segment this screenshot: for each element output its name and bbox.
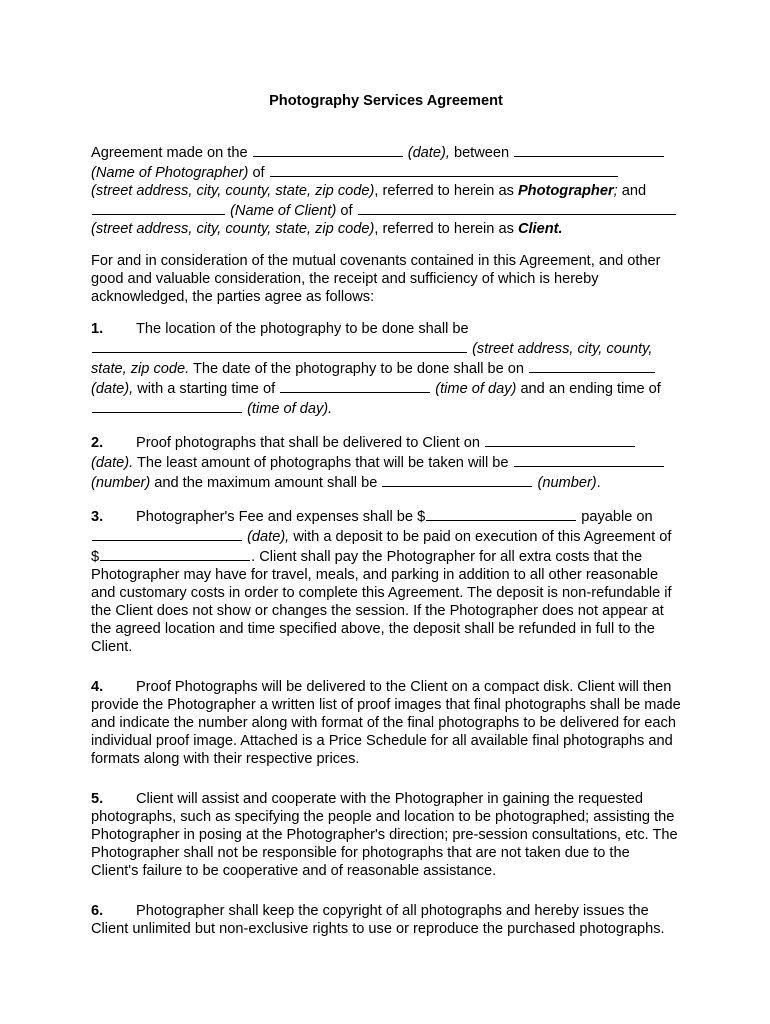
section-number: 1. — [91, 321, 104, 337]
section-number: 4. — [91, 679, 104, 695]
time-hint: (time of day). — [247, 401, 333, 417]
client-name-hint: (Name of Client) — [230, 203, 337, 219]
intro-text: of — [252, 165, 265, 181]
photographer-address-blank[interactable] — [270, 162, 618, 177]
section-text: payable on — [581, 509, 653, 525]
photographer-name-blank[interactable] — [514, 142, 664, 157]
session-date-blank[interactable] — [529, 358, 655, 373]
section-text: Proof Photographs will be delivered to the Client on a compact disk. Client will then provide the Photographer a written list of proof images that final photographs shall be made and indicate the number along with format of the final photographs to be delivered for each individual proof image. Attached is a Price Schedule for all available final photographs and formats along with their respective prices. — [91, 679, 681, 767]
consideration-paragraph: For and in consideration of the mutual covenants contained in this Agreement, and other good and valuable consideration, the receipt and sufficiency of which is hereby acknowledged, the parties agree as follows: — [91, 253, 661, 305]
section-4 — [91, 678, 681, 768]
intro-text: , referred to herein as — [374, 183, 514, 199]
intro-text: between — [453, 145, 510, 161]
section-text: . — [596, 475, 601, 491]
intro-text: ; — [613, 183, 618, 199]
section-1 — [91, 320, 681, 418]
intro-text: and — [621, 183, 647, 199]
section-text: Photographer's Fee and expenses shall be $ — [136, 509, 426, 525]
section-number: 6. — [91, 903, 104, 919]
section-text: The location of the photography to be done shall be — [136, 321, 469, 337]
start-time-blank[interactable] — [280, 378, 430, 393]
date-hint: (date), — [91, 381, 134, 397]
client-name-blank[interactable] — [92, 200, 225, 215]
section-text: . Client shall pay the Photographer for all extra costs that the Photographer may have for travel, meals, and parking in addition to all other reasonable and customary costs in order to complete this Agreement. The deposit is non-refundable if the Client does not show or changes the session. If the Photographer does not appear at the agreed location and time specified above, the deposit shall be refunded in full to the Client. — [91, 549, 672, 655]
section-number: 2. — [91, 435, 104, 451]
date-hint: (date). — [91, 455, 134, 471]
section-5 — [91, 790, 681, 880]
date-blank[interactable] — [253, 142, 403, 157]
section-text: The least amount of photographs that will be taken will be — [136, 455, 509, 471]
section-text: with a starting time of — [137, 381, 276, 397]
fee-blank[interactable] — [426, 506, 576, 521]
location-blank[interactable] — [92, 338, 467, 353]
client-address-hint: (street address, city, county, state, zip code) — [91, 221, 375, 237]
section-number: 3. — [91, 509, 104, 525]
photographer-address-hint: (street address, city, county, state, zip code) — [91, 183, 375, 199]
section-text: The date of the photography to be done shall be on — [192, 361, 525, 377]
payment-date-blank[interactable] — [92, 526, 242, 541]
section-text: Photographer shall keep the copyright of all photographs and hereby issues the Client unlimited but non-exclusive rights to use or reproduce the purchased photographs. — [91, 903, 665, 937]
intro-text: Agreement made on the — [91, 145, 248, 161]
number-hint: (number) — [537, 475, 597, 491]
intro-text: , referred to herein as — [374, 221, 514, 237]
client-address-blank[interactable] — [358, 200, 676, 215]
client-label: Client. — [517, 221, 563, 237]
date-hint: (date), — [407, 145, 450, 161]
date-hint: (date), — [247, 529, 290, 545]
min-photos-blank[interactable] — [514, 452, 664, 467]
section-text: with a deposit to be paid on execution of this Agreement of $ — [91, 529, 672, 565]
section-6 — [91, 902, 681, 938]
time-hint: (time of day) — [435, 381, 517, 397]
section-3 — [91, 506, 681, 656]
number-hint: (number) — [91, 475, 151, 491]
photographer-label: Photographer — [517, 183, 614, 199]
section-text: and an ending time of — [520, 381, 661, 397]
section-text: and the maximum amount shall be — [154, 475, 378, 491]
max-photos-blank[interactable] — [382, 472, 532, 487]
section-text: Proof photographs that shall be delivered to Client on — [136, 435, 480, 451]
end-time-blank[interactable] — [92, 398, 242, 413]
proof-date-blank[interactable] — [485, 432, 635, 447]
document-title: Photography Services Agreement — [269, 93, 503, 109]
section-text: Client will assist and cooperate with the Photographer in gaining the requested photographs, such as specifying the people and location to be photographed; assisting the Photographer in posing at the Photographer's direction; pre-session consultations, etc. The Photographer shall not be responsible for photographs that are not taken due to the Client's failure to be cooperative and of reasonable assistance. — [91, 791, 678, 879]
section-number: 5. — [91, 791, 104, 807]
document-page — [91, 92, 681, 952]
intro-paragraph — [91, 142, 681, 238]
deposit-blank[interactable] — [100, 546, 250, 561]
section-2 — [91, 432, 681, 492]
photographer-name-hint: (Name of Photographer) — [91, 165, 249, 181]
intro-text: of — [340, 203, 353, 219]
location-hint: (street address, city, county, state, zip code. — [91, 341, 653, 377]
